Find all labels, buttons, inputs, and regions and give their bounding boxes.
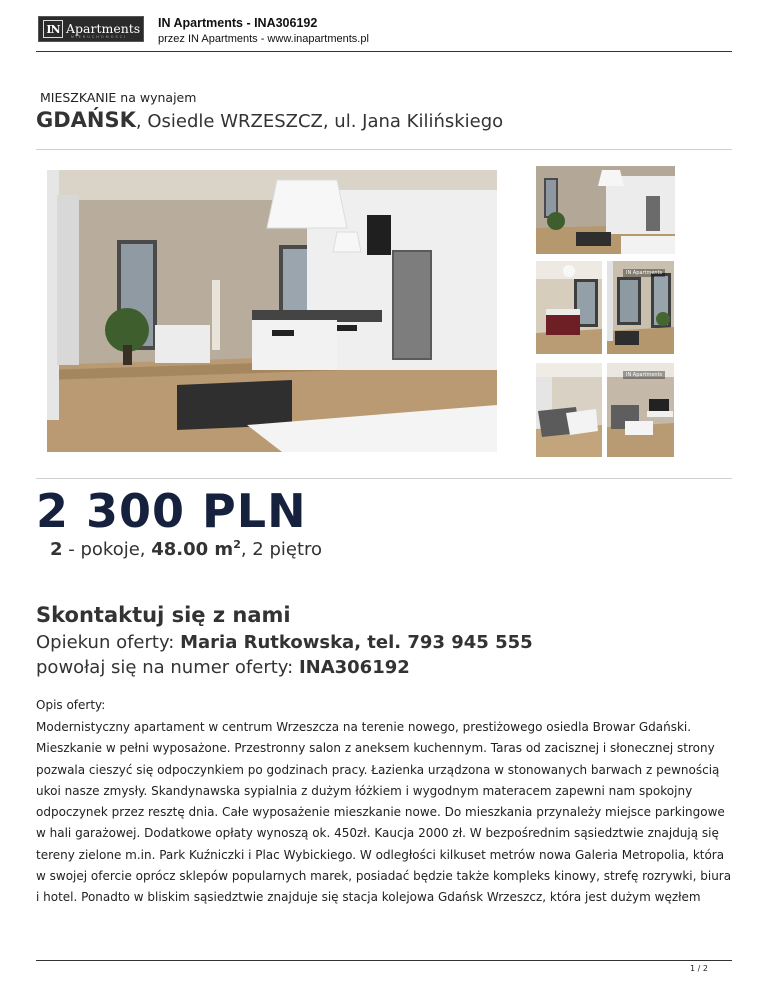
listing-price: 2 300 PLN bbox=[36, 484, 307, 538]
thumb-photo-living-room[interactable] bbox=[536, 166, 675, 254]
listing-location bbox=[36, 108, 503, 132]
divider bbox=[36, 478, 732, 479]
area-value: 48.00 m bbox=[151, 539, 234, 560]
logo-text: Apartments bbox=[66, 20, 141, 36]
listing-details bbox=[50, 538, 322, 560]
description-text: Modernistyczny apartament w centrum Wrzeszcza na terenie nowego, prestiżowego osiedla Browar Gdański. Mieszkanie w pełni wyposażone. Przestronny salon z aneksem kuchennym. Taras od zacisznej i słonecznej strony pozwala cieszyć się odpoczynkiem po godzinach pracy. Łazienka urządzona w stonowanych barwach z pewnością ukoi nasze zmysły. Skandynawska sypialnia z dużym łóżkiem i wygodnym materacem zapewni nam spokojny odpoczynek przez resztę dnia. Całe wyposażenie mieszkanie nowe. Do mieszkania przynależy miejsce parkingowe w hali garażowej. Dodatkowe opłaty wynoszą ok. 450zł. Kaucja 2000 zł. W bezpośrednim sąsiedztwie znajdują się tereny zielone m.in. Park Kuźniczki i Plac Wybickiego. W odległości kilkuset metrów nowa Galeria Metropolia, która w swojej ofercie oprócz sklepów popularnych marek, posiadać będzie także kompleks kinowy, strefę rozrywki, biura i hotel. Ponadto w bliskim sąsiedztwie znajduje się stacja kolejowa Gdańsk Wrzeszcz, która jest dużym węzłem bbox=[36, 720, 732, 905]
watermark-label: IN Apartments bbox=[623, 269, 665, 277]
thumb-photo-living-room-window[interactable] bbox=[607, 261, 674, 354]
rooms-label: - pokoje, bbox=[62, 539, 152, 560]
logo-mark: IN bbox=[43, 20, 63, 38]
footer-divider bbox=[36, 960, 732, 961]
logo-subtext: NIERUCHOMOŚCI bbox=[71, 35, 128, 39]
listing-category: MIESZKANIE na wynajem bbox=[40, 90, 197, 105]
header-subtitle: przez IN Apartments - www.inapartments.pl bbox=[158, 33, 369, 45]
main-photo-living-room[interactable] bbox=[47, 170, 497, 452]
agent-label: Opiekun oferty: bbox=[36, 632, 181, 653]
thumb-photo-bedroom[interactable] bbox=[536, 261, 602, 354]
contact-title: Skontaktuj się z nami bbox=[36, 603, 291, 627]
agent-value[interactable]: Maria Rutkowska, tel. 793 945 555 bbox=[180, 632, 533, 653]
divider bbox=[36, 149, 732, 150]
watermark-label: IN Apartments bbox=[623, 371, 665, 379]
contact-reference bbox=[36, 657, 410, 678]
listing-city: GDAŃSK bbox=[36, 108, 136, 132]
reference-number: INA306192 bbox=[298, 657, 410, 678]
area-unit-sup: 2 bbox=[233, 538, 241, 551]
header-title: IN Apartments - INA306192 bbox=[158, 16, 318, 30]
description-label: Opis oferty: bbox=[36, 698, 106, 712]
thumb-photo-tv-area[interactable] bbox=[607, 363, 674, 457]
reference-label: powołaj się na numer oferty: bbox=[36, 657, 299, 678]
contact-agent bbox=[36, 632, 533, 653]
floor-label: , 2 piętro bbox=[240, 539, 323, 560]
page-number: 1 / 2 bbox=[690, 964, 708, 973]
page-header bbox=[36, 14, 732, 52]
rooms-count: 2 bbox=[50, 539, 63, 560]
listing-address: , Osiedle WRZESZCZ, ul. Jana Kilińskiego bbox=[135, 111, 504, 132]
thumb-photo-lounge[interactable] bbox=[536, 363, 602, 457]
company-logo bbox=[38, 16, 144, 42]
